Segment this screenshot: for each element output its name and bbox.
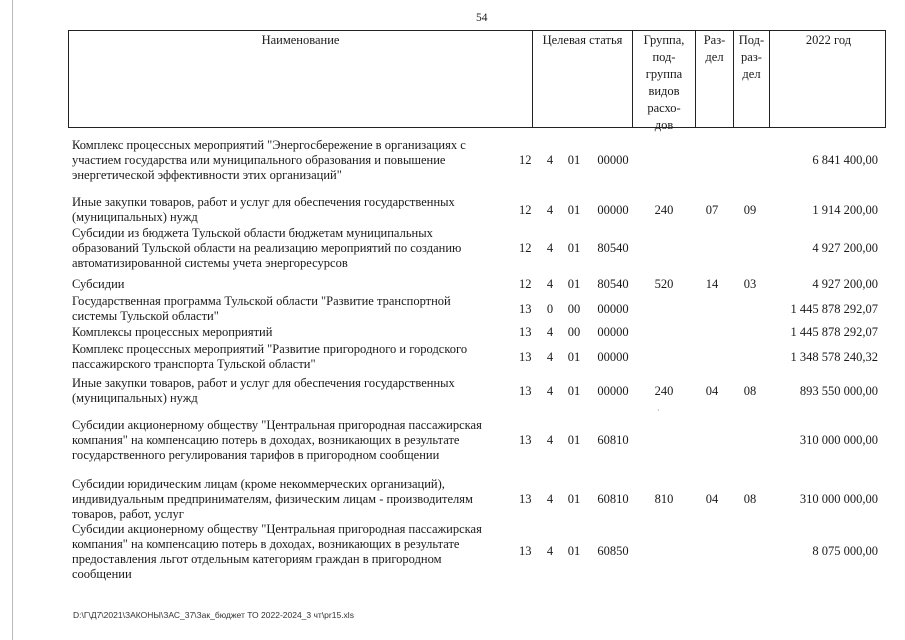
target-code-3: 01 (567, 492, 581, 506)
target-code-3: 01 (567, 433, 581, 447)
header-podrazdel-line: дел (742, 67, 761, 81)
row-name-line: образований Тульской области на реализацию мероприятий по созданию (72, 241, 462, 255)
row-name (72, 522, 492, 582)
margin-rule (12, 0, 13, 640)
target-code-4: 60850 (597, 544, 629, 558)
amount-2022: 8 075 000,00 (812, 544, 878, 558)
target-code-4: 60810 (597, 433, 629, 447)
row-name-line: товаров, работ, услуг (72, 507, 184, 521)
target-code-4: 00000 (597, 302, 629, 316)
target-code-1: 12 (519, 153, 532, 167)
target-code-1: 13 (519, 325, 532, 339)
target-code-1: 13 (519, 433, 532, 447)
header-year: 2022 год (769, 31, 887, 127)
row-name (72, 195, 492, 225)
target-code-2: 4 (546, 325, 554, 339)
target-code-3: 01 (567, 544, 581, 558)
stray-mark: · (657, 406, 660, 415)
amount-2022: 4 927 200,00 (812, 241, 878, 255)
target-code-1: 13 (519, 384, 532, 398)
row-name (72, 477, 492, 522)
target-code-1: 12 (519, 277, 532, 291)
amount-2022: 310 000 000,00 (799, 433, 878, 447)
row-name-line: Государственная программа Тульской области "Развитие транспортной (72, 294, 451, 308)
row-name-line: компания" на компенсацию потерь в доходах, возникающих в результате (72, 433, 460, 447)
row-name-line: Субсидии акционерному обществу "Центральная пригородная пассажирская (72, 522, 482, 536)
target-code-4: 00000 (597, 153, 629, 167)
row-name-line: (муниципальных) нужд (72, 391, 198, 405)
row-name-line: Субсидии юридическим лицам (кроме некоммерческих организаций), (72, 477, 445, 491)
target-code-3: 01 (567, 384, 581, 398)
header-razdel (695, 31, 733, 127)
row-name-line: Иные закупки товаров, работ и услуг для обеспечения государственных (72, 376, 455, 390)
razdel-code: 14 (705, 277, 719, 291)
row-name-line: сообщении (72, 567, 132, 581)
target-code-1: 13 (519, 302, 532, 316)
header-razdel-line: дел (705, 50, 724, 64)
target-code-4: 80540 (597, 241, 629, 255)
razdel-code: 04 (705, 492, 719, 506)
row-name-line: энергетической эффективности этих организаций" (72, 168, 342, 182)
row-name-line: Субсидии из бюджета Тульской области бюджетам муниципальных (72, 226, 433, 240)
target-code-3: 01 (567, 153, 581, 167)
row-name (72, 342, 492, 372)
page-number: 54 (476, 12, 488, 24)
target-code-2: 4 (546, 277, 554, 291)
target-code-3: 00 (567, 302, 581, 316)
target-code-1: 12 (519, 241, 532, 255)
header-podrazdel (733, 31, 769, 127)
row-name-line: государственного регулирования тарифов в пригородном сообщении (72, 448, 440, 462)
target-code-1: 13 (519, 350, 532, 364)
header-razdel-line: Раз- (703, 33, 726, 47)
target-code-3: 01 (567, 350, 581, 364)
target-code-1: 12 (519, 203, 532, 217)
amount-2022: 6 841 400,00 (812, 153, 878, 167)
header-group-line: видов (648, 84, 680, 98)
header-podrazdel-line: раз- (741, 50, 762, 64)
row-name-line: индивидуальным предпринимателям, физическим лицам - производителям (72, 492, 473, 506)
target-code-2: 4 (546, 153, 554, 167)
header-podrazdel-line: Под- (738, 33, 765, 47)
header-group-line: под- (652, 50, 676, 64)
target-code-4: 00000 (597, 350, 629, 364)
podrazdel-code: 08 (743, 384, 757, 398)
row-name-line: компания" на компенсацию потерь в доходах, возникающих в результате (72, 537, 460, 551)
header-group-line: расхо- (647, 101, 681, 115)
header-target-article: Целевая статья (532, 31, 632, 127)
target-code-1: 13 (519, 544, 532, 558)
row-name (72, 376, 492, 406)
target-code-4: 80540 (597, 277, 629, 291)
row-name (72, 277, 492, 292)
target-code-3: 01 (567, 277, 581, 291)
target-code-2: 4 (546, 544, 554, 558)
row-name-line: Иные закупки товаров, работ и услуг для обеспечения государственных (72, 195, 455, 209)
row-name-line: автоматизированной системы учета энергоресурсов (72, 256, 348, 270)
target-code-4: 00000 (597, 325, 629, 339)
table-header (68, 30, 886, 132)
amount-2022: 1 445 878 292,07 (790, 325, 878, 339)
header-group-line: группа (645, 67, 683, 81)
expense-group: 810 (654, 492, 674, 506)
header-group-line: дов (654, 118, 674, 132)
target-code-2: 0 (546, 302, 554, 316)
row-name-line: системы Тульской области" (72, 309, 219, 323)
podrazdel-code: 09 (743, 203, 757, 217)
target-code-2: 4 (546, 384, 554, 398)
razdel-code: 07 (705, 203, 719, 217)
row-name (72, 294, 492, 324)
row-name-line: предоставления льгот отдельным категориям граждан в пригородном (72, 552, 442, 566)
expense-group: 240 (654, 384, 674, 398)
target-code-2: 4 (546, 241, 554, 255)
podrazdel-code: 03 (743, 277, 757, 291)
expense-group: 520 (654, 277, 674, 291)
amount-2022: 1 914 200,00 (812, 203, 878, 217)
target-code-2: 4 (546, 433, 554, 447)
target-code-1: 13 (519, 492, 532, 506)
razdel-code: 04 (705, 384, 719, 398)
target-code-3: 00 (567, 325, 581, 339)
row-name-line: Субсидии (72, 277, 125, 291)
target-code-3: 01 (567, 241, 581, 255)
row-name-line: (муниципальных) нужд (72, 210, 198, 224)
amount-2022: 310 000 000,00 (799, 492, 878, 506)
row-name-line: пассажирского транспорта Тульской области" (72, 357, 316, 371)
row-name-line: Комплекс процессных мероприятий "Энергосбережение в организациях с (72, 138, 466, 152)
row-name (72, 138, 492, 183)
row-name-line: участием государства или муниципального образования и повышение (72, 153, 446, 167)
target-code-4: 00000 (597, 203, 629, 217)
row-name-line: Субсидии акционерному обществу "Центральная пригородная пассажирская (72, 418, 482, 432)
target-code-2: 4 (546, 350, 554, 364)
row-name (72, 226, 492, 271)
target-code-2: 4 (546, 203, 554, 217)
amount-2022: 893 550 000,00 (799, 384, 878, 398)
target-code-4: 60810 (597, 492, 629, 506)
row-name-line: Комплекс процессных мероприятий "Развитие пригородного и городского (72, 342, 468, 356)
podrazdel-code: 08 (743, 492, 757, 506)
target-code-4: 00000 (597, 384, 629, 398)
file-path: D:\Г\Д7\2021\ЗАКОНЫ\ЗАС_37\Зак_бюджет ТО 2022-2024_3 чт\pr15.xls (73, 610, 354, 620)
row-name-line: Комплексы процессных мероприятий (72, 325, 273, 339)
header-group (632, 31, 695, 132)
header-group-line: Группа, (643, 33, 685, 47)
row-name (72, 418, 492, 463)
target-code-3: 01 (567, 203, 581, 217)
amount-2022: 4 927 200,00 (812, 277, 878, 291)
amount-2022: 1 348 578 240,32 (790, 350, 878, 364)
amount-2022: 1 445 878 292,07 (790, 302, 878, 316)
header-name: Наименование (261, 33, 340, 47)
expense-group: 240 (654, 203, 674, 217)
row-name (72, 325, 492, 340)
target-code-2: 4 (546, 492, 554, 506)
